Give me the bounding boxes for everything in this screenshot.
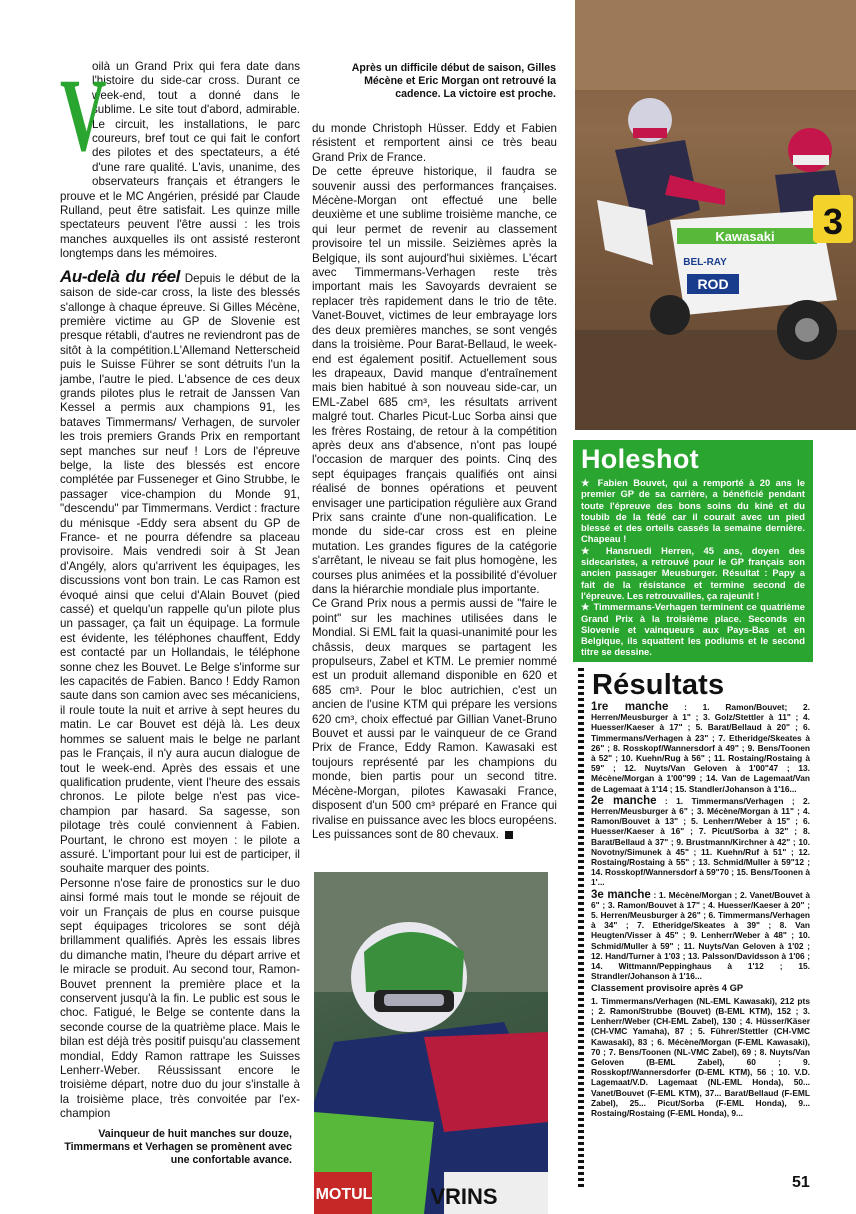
- rider-illustration: [314, 872, 548, 1214]
- motul-sticker: MOTUL: [315, 1186, 373, 1203]
- page-number: 51: [792, 1174, 810, 1191]
- body-paragraph-2: Depuis le début de la saison de side-car cross, la liste des blessés s'allonge à chaque épreuve. Si Gilles Mécène, première victime au GP de Slovenie est presque rétabli, d'autres ne reviendront pas de sitôt à la compétition.L'Allemand Netterscheid puis le Suisse Führer se sont détruits l'un la jambe, l'autre le pied. L'absence de ces deux grands pilotes plus le retrait de Janssen Van Kessel a permis aux champions 91, les bataves Timmermans/ Verhagen, de survoler les trois premiers Grands Prix en remportant sept manches sur neuf ! Lors de l'épreuve belge, la liste des blessés est encore complétée par Fusseneger et Gino Strubbe, le passager vice-champion du Monde 91, "descendu" par Timmermans. Verdict : fracture du ménisque -Eddy sera absent du GP de France- et ne pourra défendre sa placeau provisoire. Mais vendredi soir à St Jean d'Angély, alors qu'arrivent les équipages, les discussions vont bon train. Le cas Ramon est évoqué ainsi que celui d'Alain Bouvet (pied cassé) et quelqu'un rappelle qu'un pilote plus un passager, ça fait un équipage. La formule est évidente, les téléphones chauffent, Eddy est contacté par un Hollandais, le téléphone sonne chez les Bouvet. Le Belge s'informe sur les capacités de Fabien. Banco ! Eddy Ramon saute dans son camion avec ses mécaniciens, il roule toute la nuit et arrive à sept heures du matin. Le car Bouvet est déjà là. Les deux hommes se saluent mais le belge ne parlant pas le Français, il n'y aura aucun dialogue de tout le week-end. Après des essais et une qualification prudente, vient l'heure des essais chronos. Le pilote belge n'est pas vice-champion par hasard. Sa sagesse, son pilotage très coulé conviennent à Fabien. Pourtant, le chrono est moyen : le pilote a assuré. L'important pour lui est de participer, il souhaite marquer des points.: [60, 271, 300, 876]
- race-number: 3: [822, 201, 844, 242]
- race-1-results: : 1. Ramon/Bouvet; 2. Herren/Meusburger à 1" ; 3. Golz/Stettler à 11" ; 4. Huesser/Kaeser à 17" ; 5. Barat/Bellaud à 20" ; 6. Timmermans/Verhagen à 23" ; 7. Etheridge/Skeates à 26" ; 8. Rosskopf/Wannersdorf à 49" ; 9. Bens/Toonen à 52" ; 10. Kuehn/Rug à 56" ; 11. Rostaing/Rostaing à 59" ; 12. Nuyts/Van Geloven à 1'00"47 ; 13. Mécène/Morgan à 1'00"99 ; 14. Van de Lagemaat/Van de Lagemaat à 1'14 ; 15. Standler/Johanson à 1'16...: [591, 702, 810, 794]
- body-paragraph-6: Ce Grand Prix nous a permis aussi de "faire le point" sur les machines utilisées dans le Mondial. Si EML fait la quasi-unanimité pour les châssis, deux marques se partagent les propulseurs, Zabel et KTM. Le premier nommé est un produit allemand disponible en 620 et 685 cm³. Pour le bloc autrichien, c'est un ancien de l'usine KTM qui prépare les versions 620 cm³, choix effectué par Gillian Vanet-Bruno Bouvet et aussi par le vainqueur de ce Grand Prix de France, Eddy Ramon. Kawasaki est toujours représenté par les champions du monde, bien partis pour un second titre. Mécène-Morgan, pilotes Kawasaki France, disposent d'un 500 cm³ préparé en France qui rivalise en puissance avec les blocs européens. Les puissances sont de 80 chevaux.: [312, 597, 557, 841]
- dotted-border: [578, 668, 584, 1188]
- end-of-article-mark: [505, 831, 513, 839]
- kawasaki-logo-text: Kawasaki: [715, 229, 775, 244]
- section-subhead: Au-delà du réel: [60, 266, 180, 286]
- sidecar-race-illustration: [575, 0, 856, 430]
- results-box: [578, 668, 810, 1120]
- body-paragraph-3: Personne n'ose faire de pronostics sur le duo ainsi formé mais tout le monde se réjouit de voir un Français de plus en course puisque sept équipages tricolores se sont déjà brillamment qualifiés. Après les essais libres du dimanche matin, l'heure du départ arrive et le miracle se produit. Au second tour, Ramon-Bouvet prennent la première place et la conservent jusqu'à la fin. Le public est sous le choc. Fatigué, le Belge se contente dans la seconde course de la quatrième place. Mais le bilan est déjà très positif puisqu'au classement mondial, Eddy Ramon rattrape les Suisses Lenherr-Weber. Réussissant encore le troisième départ, notre duo du jour s'installe à la troisième place, très convoitée par l'ex-champion: [60, 876, 300, 1121]
- holeshot-sidebar: [573, 440, 813, 662]
- results-title: Résultats: [592, 669, 725, 701]
- standings-list: 1. Timmermans/Verhagen (NL-EML Kawasaki), 212 pts ; 2. Ramon/Strubbe (Bouvet) (B-EML KTM), 152 ; 3. Lenherr/Weber (CH-EML Zabel), 130 ; 4. Hüsser/Käser (CH-VMC Yamaha), 87 ; 5. Führer/Stettler (CH-VMC Kawasaki), 83 ; 6. Mécène/Morgan (F-EML Kawasaki), 70 ; 7. Bens/Toonen (NL-VMC Zabel), 69 ; 8. Nuyts/Van Geloven (B-EML Zabel), 60 ; 9. Rosskopf/Wannersdorfer (D-EML KTM), 56 ; 10. V.D. Lagemaat/V.D. Lagemaat (NL-EML Honda), 50... Vanet/Bouvet (F-EML KTM), 37... Barat/Bellaud (F-EML Zabel), 25... Picut/Sorba (F-EML Honda), 9... Rostaing/Rostaing (F-EML Honda), 9...: [591, 995, 810, 1118]
- vrins-sticker: VRINS: [430, 1184, 498, 1209]
- standings-title: Classement provisoire après 4 GP: [591, 982, 744, 994]
- body-paragraph-4: du monde Christoph Hüsser. Eddy et Fabien résistent et remportent ainsi ce très beau Grand Prix de France.: [312, 122, 557, 164]
- rod-sticker: ROD: [697, 276, 729, 292]
- photo-caption-top: Après un difficile début de saison, Gilles Mécène et Eric Morgan ont retrouvé la cadence. La victoire est proche.: [351, 62, 556, 100]
- race-3-results: : 1. Mécène/Morgan ; 2. Vanet/Bouvet à 6" ; 3. Ramon/Bouvet à 17" ; 4. Huesser/Kaeser à 20" ; 5. Herren/Meusburger à 26" ; 6. Timmermans/Verhagen à 34" ; 7. Etheridge/Skeates à 39" ; 8. Van Heugten/Visser à 45" ; 9. Lenherr/Weber à 48" ; 10. Schmid/Muller à 59" ; 11. Nuyts/Van Geloven à 1'02 ; 12. Hand/Turner à 1'03 ; 13. Palsson/Davidsson à 1'06 ; 14. Wittmann/Peppinghaus à 1'12 ; 15. Strandler/Johanson à 1'16...: [591, 889, 811, 982]
- body-paragraph-5: De cette épreuve historique, il faudra se souvenir aussi des performances françaises. Mécène-Morgan ont effectué une belle deuxième et une sublime troisième manche, ce qui leur permet de revenir au classement provisoire tel un missile. Seizièmes après la Belgique, ils sont aujourd'hui sixièmes. L'écart avec Timmermans-Verhagen reste très important mais les Savoyards devraient se replacer très rapidement dans le trio de tête. Vanet-Bouvet, victimes de leur embrayage lors des deux premières manches, se sont vengés dans la troisième. Pour Barat-Bellaud, le week-end est également positif. Actuellement sous les drapeaux, David manque d'entraînement mais bien habitué à son nouveau side-car, un EML-Zabel 685 cm³, les résultats arrivent malgré tout. Charles Picut-Luc Sorba ainsi que les frères Rostaing, de retour à la compétition après deux ans d'absence, n'ont pas loupé l'occasion de marquer des points. Cinq des sept équipages français qualifiés ont ainsi réalisé de bonnes opérations et peuvent envisager une participation régulière aux Grand Prix sans crainte d'une non-qualification. Le monde du side-car cross est en pleine mutation. Les grandes figures de la catégorie s'arrêtant, le niveau se fait plus homogène, les courses plus animées et la possibilité d'évoluer dans la hiérarchie mondiale plus importante.: [312, 165, 557, 596]
- race-2-results: : 1. Timmermans/Verhagen ; 2. Herren/Meusburger à 6" ; 3. Mécène/Morgan à 11" ; 4. Ramon/Bouvet à 13" ; 5. Lenherr/Weber à 15" ; 6. Huesser/Kaeser à 16" ; 7. Picut/Sorba à 32" ; 8. Barat/Bellaud à 37" ; 9. Brustmann/Kirchner à 42" ; 10. Novotny/Simunek à 45" ; 11. Kuehn/Ruf à 51" ; 12. Rostaing/Rostaing à 55" ; 13. Schmid/Muller à 59"12 ; 14. Rosskopf/Wannersdorf à 59"70 ; 15. Bens/Toonen à 1'...: [591, 795, 810, 888]
- photo-caption-bottom: Vainqueur de huit manches sur douze, Timmermans et Verhagen se promènent avec une confortable avance.: [64, 1128, 292, 1166]
- intro-paragraph: oilà un Grand Prix qui fera date dans l'histoire du side-car cross. Durant ce week-end, tout a donné dans le sublime. Le site tout d'abord, admirable. Le circuit, les installations, le parc coureurs, bref tout ce qui fait le confort des pilotes et des spectateurs, a été d'une rare qualité. L'avis, unanime, des observateurs français et étrangers le prouve et le MC Angérien, présidé par Claude Rulland, peut être satisfait. Les quinze mille spectateurs peuvent l'être aussi : les trois manches auxquelles ils ont assisté resteront longtemps dans les mémoires.: [60, 60, 300, 261]
- race-1-label: 1re manche: [591, 701, 669, 713]
- article-column-1: [60, 60, 300, 1122]
- belray-sticker: BEL-RAY: [683, 257, 727, 268]
- holeshot-item: ★ Fabien Bouvet, qui a remporté à 20 ans le premier GP de sa carrière, a bénéficié pendant toute l'épreuve des bons soins du kiné et du toubib de la fédé car il courait avec un pied blessé et des orteils cassés la semaine dernière. Chapeau !: [581, 477, 805, 545]
- holeshot-title: Holeshot: [581, 444, 699, 474]
- rider-closeup-photo: [314, 872, 548, 1214]
- sidecar-race-photo: [575, 0, 856, 430]
- holeshot-item: ★ Hansruedi Herren, 45 ans, doyen des sidecaristes, a retrouvé pour le GP français son ancien passager Meusburger. Résultat : Papy a fait de la résistance et termine second de l'épreuve. Les retrouvailles, ça rajeunit !: [581, 544, 805, 601]
- holeshot-item: ★ Timmermans-Verhagen terminent ce quatrième Grand Prix à la troisième place. Seconds en Slovenie et vainqueurs aux Pays-Bas et en Belgique, ils squattent les podiums et le second titre se dessine.: [581, 601, 805, 658]
- drop-cap: V: [60, 58, 107, 173]
- race-3-label: 3e manche: [591, 888, 651, 901]
- race-2-label: 2e manche: [591, 794, 657, 807]
- article-column-2: [312, 122, 557, 842]
